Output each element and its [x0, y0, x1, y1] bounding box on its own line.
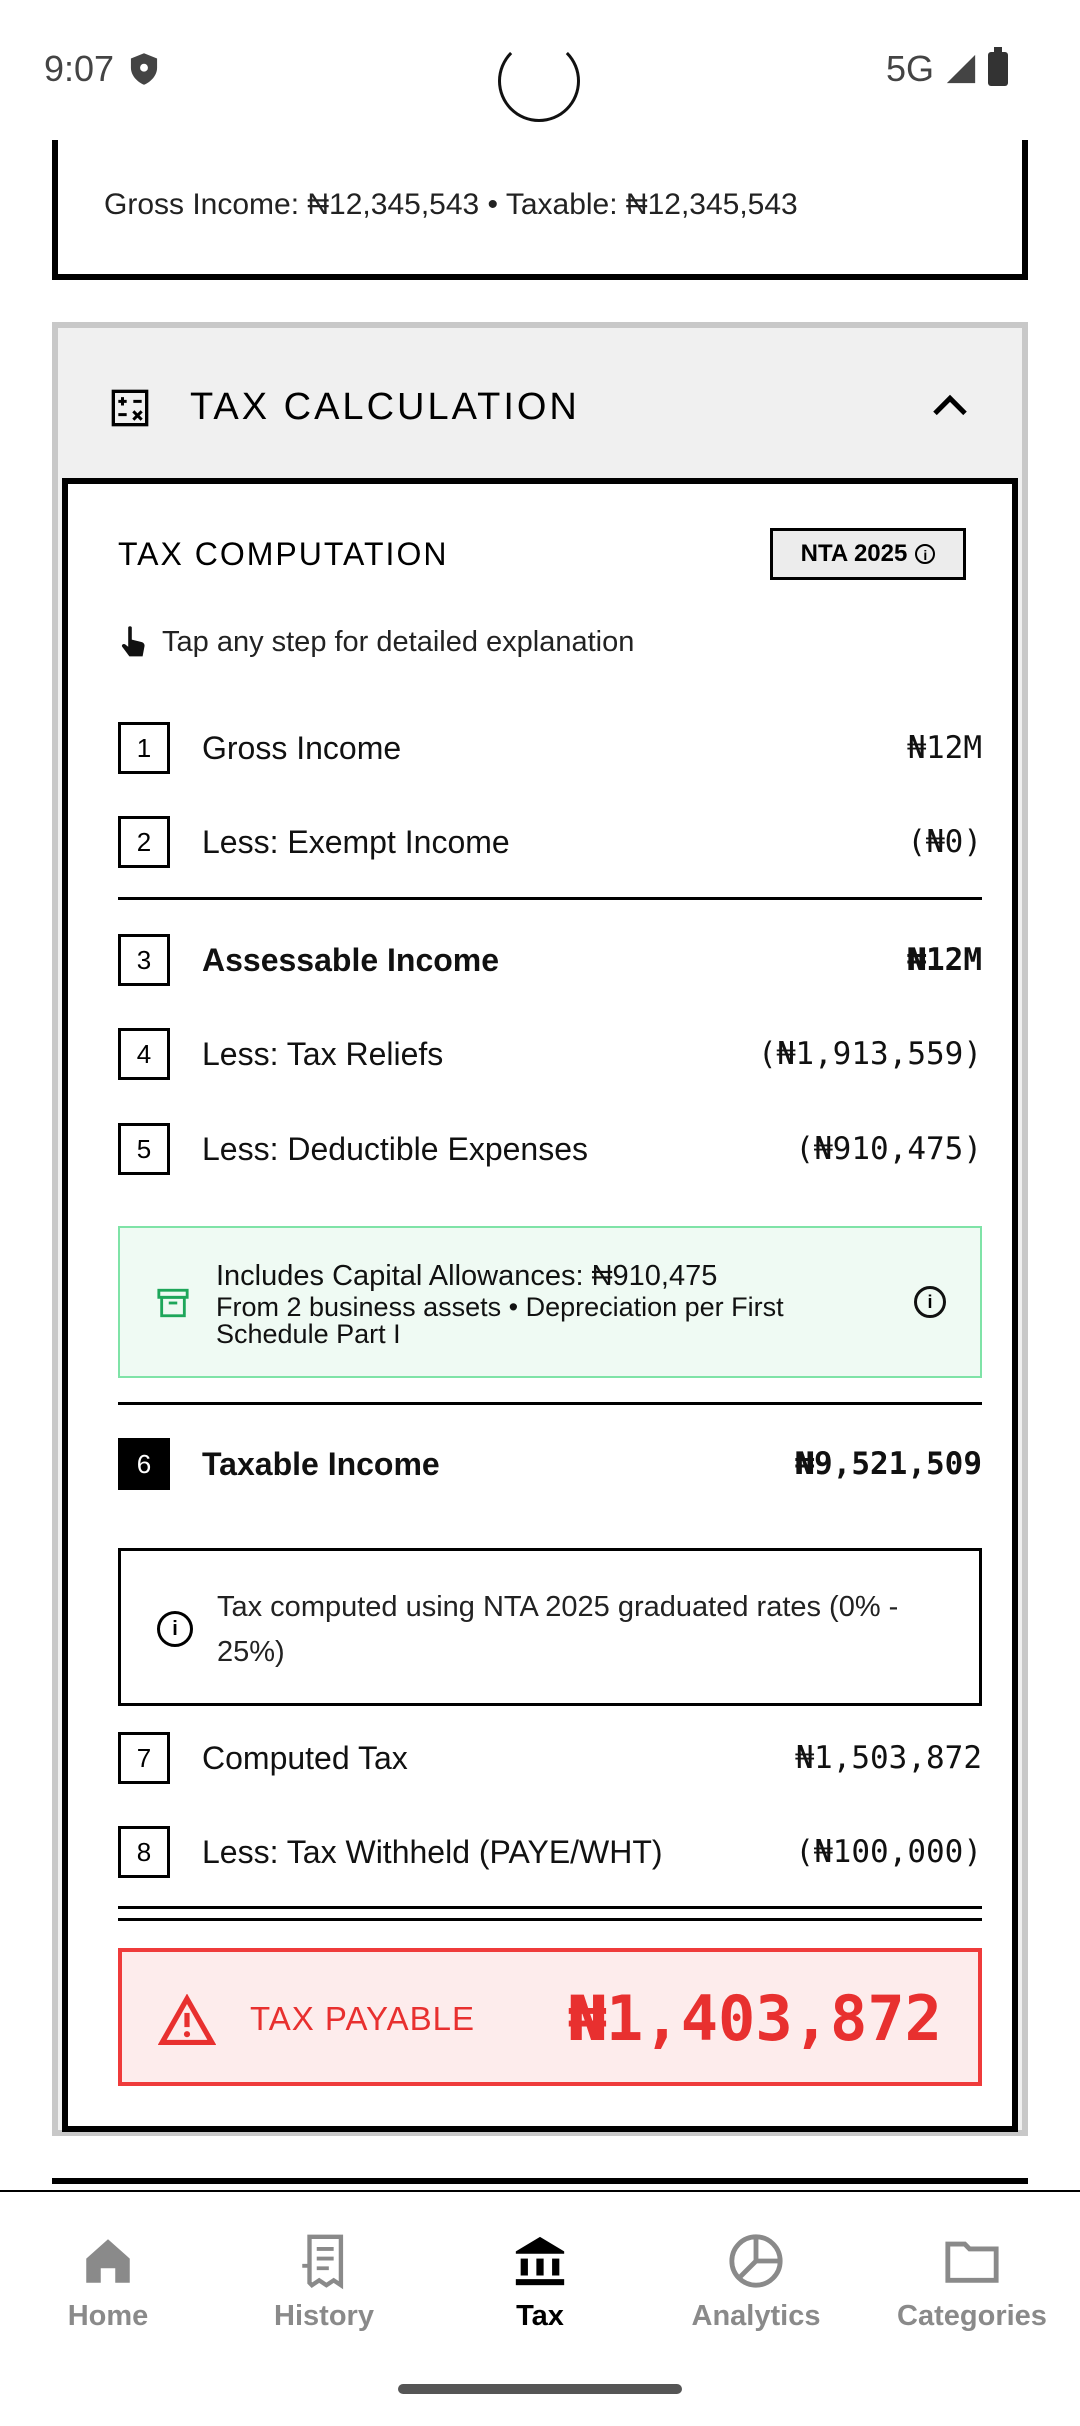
folder-icon	[943, 2232, 1001, 2290]
home-icon	[79, 2232, 137, 2290]
step-row-1[interactable]	[118, 722, 982, 776]
step-row-8[interactable]	[118, 1826, 982, 1880]
rate-note	[118, 1548, 982, 1706]
nav-history[interactable]	[224, 2232, 424, 2333]
nta-badge[interactable]	[770, 528, 966, 580]
step-number: 8	[118, 1826, 170, 1878]
step-row-3[interactable]	[118, 934, 982, 988]
nav-tax[interactable]	[440, 2232, 640, 2333]
step-number: 2	[118, 816, 170, 868]
step-label: Taxable Income	[202, 1446, 440, 1482]
tax-calculation-title: TAX CALCULATION	[190, 386, 580, 428]
tap-hint	[118, 624, 634, 660]
bank-icon	[511, 2232, 569, 2290]
nav-categories[interactable]	[872, 2232, 1072, 2333]
home-indicator[interactable]	[398, 2384, 682, 2394]
next-card-edge	[52, 2178, 1028, 2190]
nav-label: Tax	[516, 2300, 564, 2332]
tax-calculation-header[interactable]	[58, 328, 1022, 478]
step-row-4[interactable]	[118, 1028, 982, 1082]
signal-icon	[944, 52, 978, 86]
nav-label: Home	[67, 2300, 149, 2332]
nav-label: History	[274, 2300, 374, 2332]
step-label: Assessable Income	[202, 942, 500, 978]
step-label: Less: Tax Withheld (PAYE/WHT)	[202, 1834, 663, 1870]
step-number: 6	[118, 1438, 170, 1490]
step-value: (₦1,913,559)	[758, 1036, 982, 1072]
step-row-6[interactable]	[118, 1438, 982, 1492]
step-row-5[interactable]	[118, 1123, 982, 1177]
nav-label: Analytics	[691, 2300, 821, 2332]
step-label: Less: Exempt Income	[202, 824, 510, 860]
step-number: 5	[118, 1123, 170, 1175]
receipt-icon	[295, 2232, 353, 2290]
tax-calculation-panel	[52, 322, 1028, 2136]
status-right	[886, 48, 1008, 90]
nav-home[interactable]	[8, 2232, 208, 2333]
step-value: (₦910,475)	[795, 1131, 982, 1167]
step-number: 3	[118, 934, 170, 986]
income-summary: Gross Income: ₦12,345,543 • Taxable: ₦12,345,543	[104, 188, 798, 221]
pie-chart-icon	[727, 2232, 785, 2290]
step-value: ₦9,521,509	[795, 1446, 982, 1482]
step-value: (₦0)	[907, 824, 982, 860]
step-row-7[interactable]	[118, 1732, 982, 1786]
status-bar	[0, 0, 1080, 140]
divider	[118, 1402, 982, 1405]
double-rule-top	[118, 1906, 982, 1909]
calculator-icon	[110, 388, 150, 428]
step-label: Less: Deductible Expenses	[202, 1131, 588, 1167]
tax-payable-amount: ₦1,403,872	[568, 1982, 942, 2055]
shield-icon	[128, 52, 160, 86]
warning-icon	[158, 1994, 216, 2046]
status-time: 9:07	[44, 48, 115, 89]
step-row-2[interactable]	[118, 816, 982, 870]
divider	[118, 897, 982, 900]
tax-payable-box	[118, 1948, 982, 2086]
chevron-up-icon[interactable]	[930, 390, 970, 420]
capital-allowance-title: Includes Capital Allowances: ₦910,475	[216, 1260, 718, 1292]
camera-cutout	[498, 40, 580, 122]
info-icon: i	[157, 1611, 193, 1647]
battery-icon	[988, 52, 1008, 86]
step-value: ₦12M	[907, 730, 982, 766]
computation-title: TAX COMPUTATION	[118, 536, 449, 572]
archive-icon	[156, 1286, 190, 1320]
capital-allowance-detail: From 2 business assets • Depreciation per First Schedule Part I	[216, 1292, 784, 1349]
double-rule-bottom	[118, 1918, 982, 1921]
badge-label: NTA 2025	[800, 540, 908, 567]
nav-label: Categories	[897, 2300, 1047, 2332]
capital-allowance-note[interactable]	[118, 1226, 982, 1378]
step-number: 4	[118, 1028, 170, 1080]
network-label: 5G	[885, 48, 934, 89]
nav-analytics[interactable]	[656, 2232, 856, 2333]
hint-text: Tap any step for detailed explanation	[162, 625, 635, 658]
step-value: (₦100,000)	[795, 1834, 982, 1870]
step-number: 7	[118, 1732, 170, 1784]
step-value: ₦12M	[907, 942, 982, 978]
info-icon: i	[915, 544, 935, 564]
step-value: ₦1,503,872	[795, 1740, 982, 1776]
step-label: Gross Income	[202, 730, 402, 766]
tax-computation-card	[62, 478, 1018, 2132]
tax-payable-label: TAX PAYABLE	[250, 2000, 475, 2037]
tap-hand-icon	[118, 624, 148, 660]
step-label: Less: Tax Reliefs	[202, 1036, 444, 1072]
rate-note-text: Tax computed using NTA 2025 graduated rates (0% - 25%)	[217, 1591, 899, 1668]
info-icon[interactable]: i	[914, 1286, 946, 1318]
step-label: Computed Tax	[202, 1740, 408, 1776]
step-number: 1	[118, 722, 170, 774]
